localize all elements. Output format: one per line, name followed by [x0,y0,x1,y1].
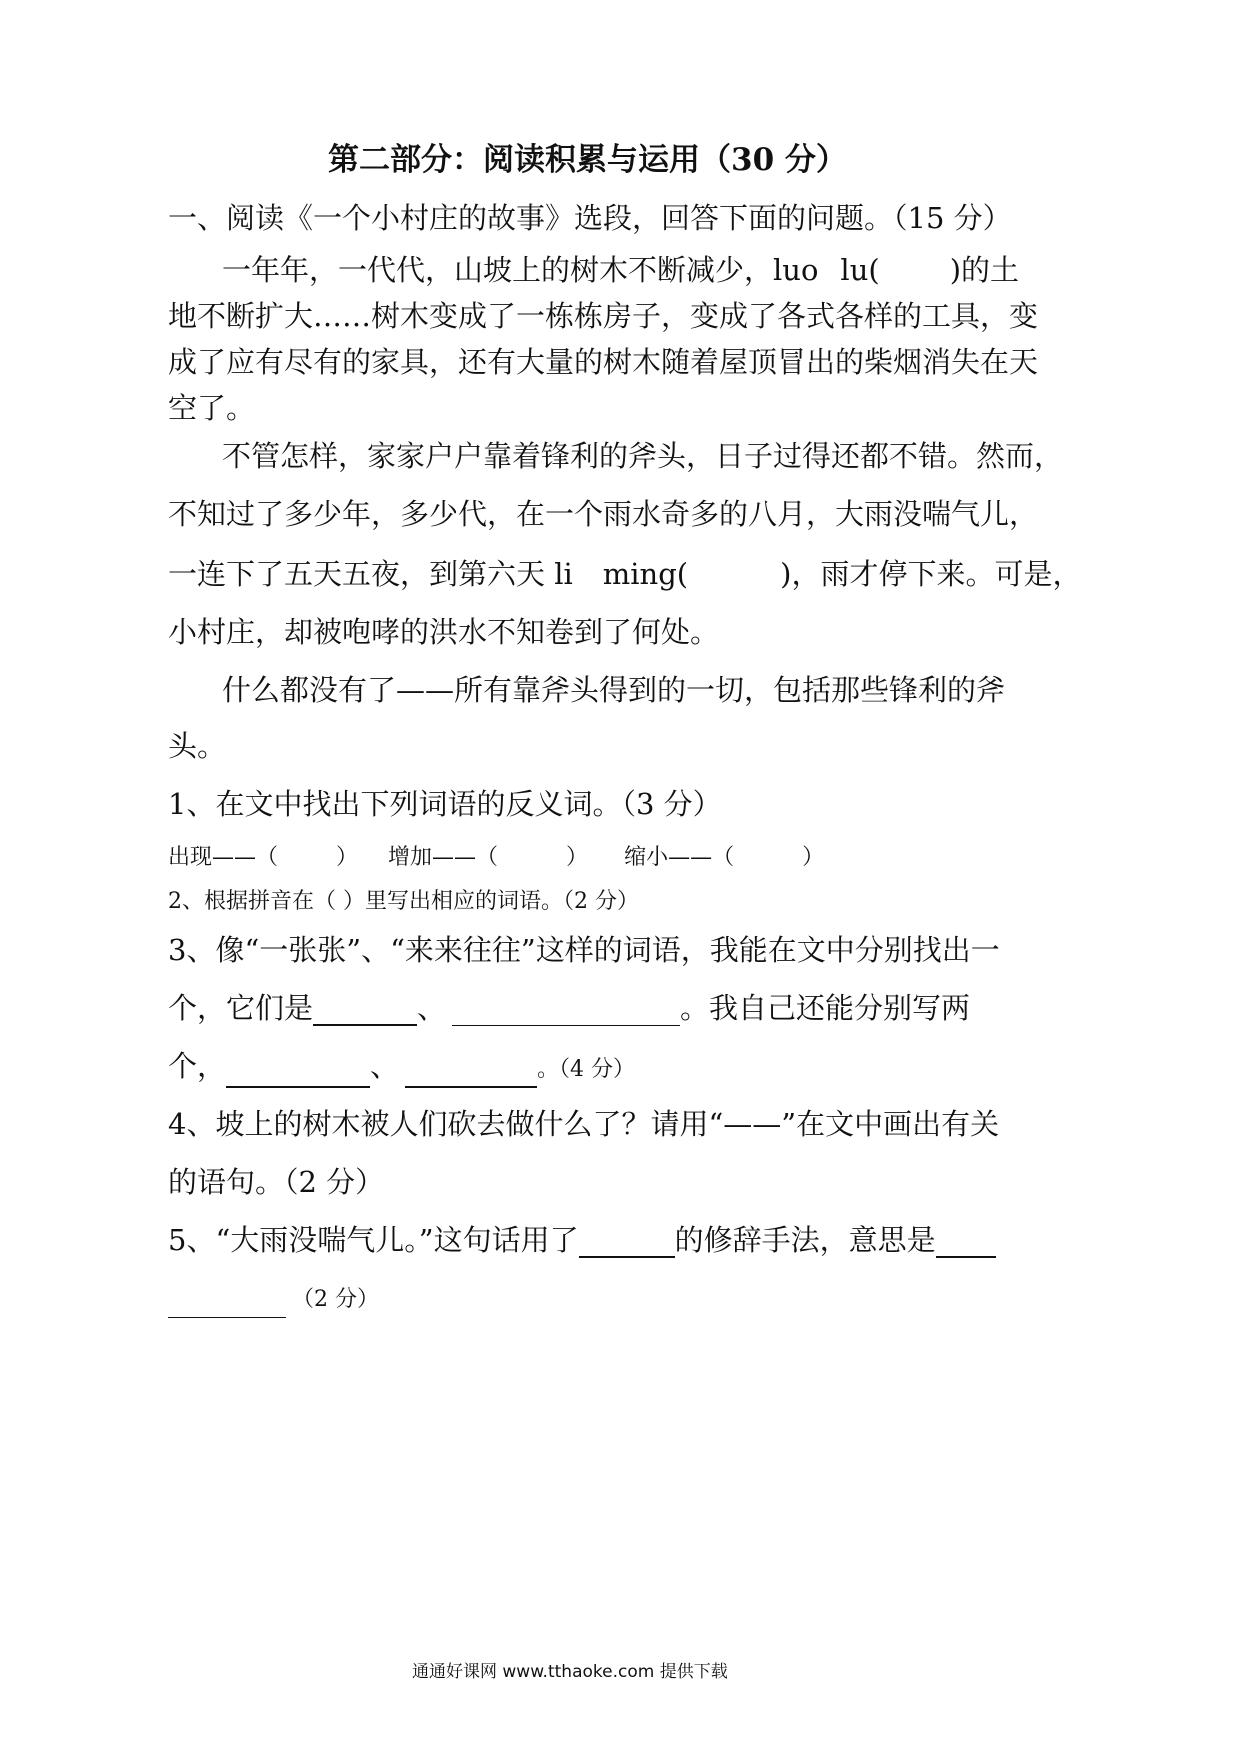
passage-line [222,252,1019,288]
answer-blank[interactable] [579,1226,675,1258]
pinyin-text: lu( [840,253,880,287]
passage-text: )的土 [949,253,1020,287]
passage-line: 什么都没有了——所有靠斧头得到的一切，包括那些锋利的斧 [222,673,1006,707]
question-text: 个，它们是 [168,991,314,1025]
footer-credit: 通通好课网 www.tthaoke.com 提供下载 [412,1662,728,1682]
question-text: 。我自己还能分别写两 [680,991,971,1025]
passage-text: )，雨才停下来。可是， [780,557,1082,591]
antonym-prompt: 缩小——（ [624,845,735,870]
passage-text: 一连下了五天五夜，到第六天 li [168,557,573,591]
passage-line: 不知过了多少年，多少代，在一个雨水奇多的八月，大雨没喘气儿， [168,497,1039,531]
paren-close: ） [566,845,589,870]
section-heading: 一、阅读《一个小村庄的故事》选段，回答下面的问题。（15 分） [168,201,1012,235]
answer-blank[interactable] [168,1287,286,1318]
question-1: 1、在文中找出下列词语的反义词。（3 分） [168,787,722,821]
passage-line [168,556,1081,592]
answer-blank[interactable] [313,994,417,1026]
question-text: 的修辞手法，意思是 [674,1223,936,1257]
pinyin-text: ming( [602,557,689,591]
question-2: 2、根据拼音在（ ）里写出相应的词语。（2 分） [168,889,639,914]
separator: 、 [417,991,447,1025]
question-4: 4、坡上的树木被人们砍去做什么了？请用“——”在文中画出有关 [168,1107,1000,1141]
passage-line: 成了应有尽有的家具，还有大量的树木随着屋顶冒出的柴烟消失在天 [168,345,1039,379]
passage-line: 地不断扩大……树木变成了一栋栋房子，变成了各式各样的工具，变 [168,299,1039,333]
question-text: （2 分） [292,1287,379,1312]
separator: 、 [370,1049,400,1083]
question-5-line [168,1278,379,1318]
question-3-line [168,1048,635,1088]
question-5 [168,1222,996,1258]
question-3-line [168,990,970,1026]
paren-close: ） [336,845,359,870]
question-1-items [168,840,824,876]
antonym-prompt: 出现——（ [168,845,279,870]
passage-line: 头。 [168,729,227,763]
passage-line: 不管怎样，家家户户靠着锋利的斧头，日子过得还都不错。然而， [222,439,1064,473]
question-text: 5、“大雨没喘气儿。”这句话用了 [168,1223,579,1257]
answer-blank[interactable] [936,1226,996,1258]
question-4-line: 的语句。（2 分） [168,1165,385,1199]
antonym-prompt: 增加——（ [388,845,499,870]
passage-line: 小村庄，却被咆哮的洪水不知卷到了何处。 [168,615,720,649]
question-3: 3、像“一张张”、“来来往往”这样的词语，我能在文中分别找出一 [168,933,1000,967]
paren-close: ） [802,845,825,870]
passage-line: 空了。 [168,391,256,425]
question-text: 个， [168,1049,227,1083]
answer-blank[interactable] [226,1056,370,1088]
page-title: 第二部分：阅读积累与运用（30 分） [328,142,847,178]
answer-blank[interactable] [452,995,680,1026]
answer-blank[interactable] [405,1056,537,1088]
question-text: 。（4 分） [537,1057,636,1082]
passage-text: 一年年，一代代，山坡上的树木不断减少，luo [222,253,819,287]
